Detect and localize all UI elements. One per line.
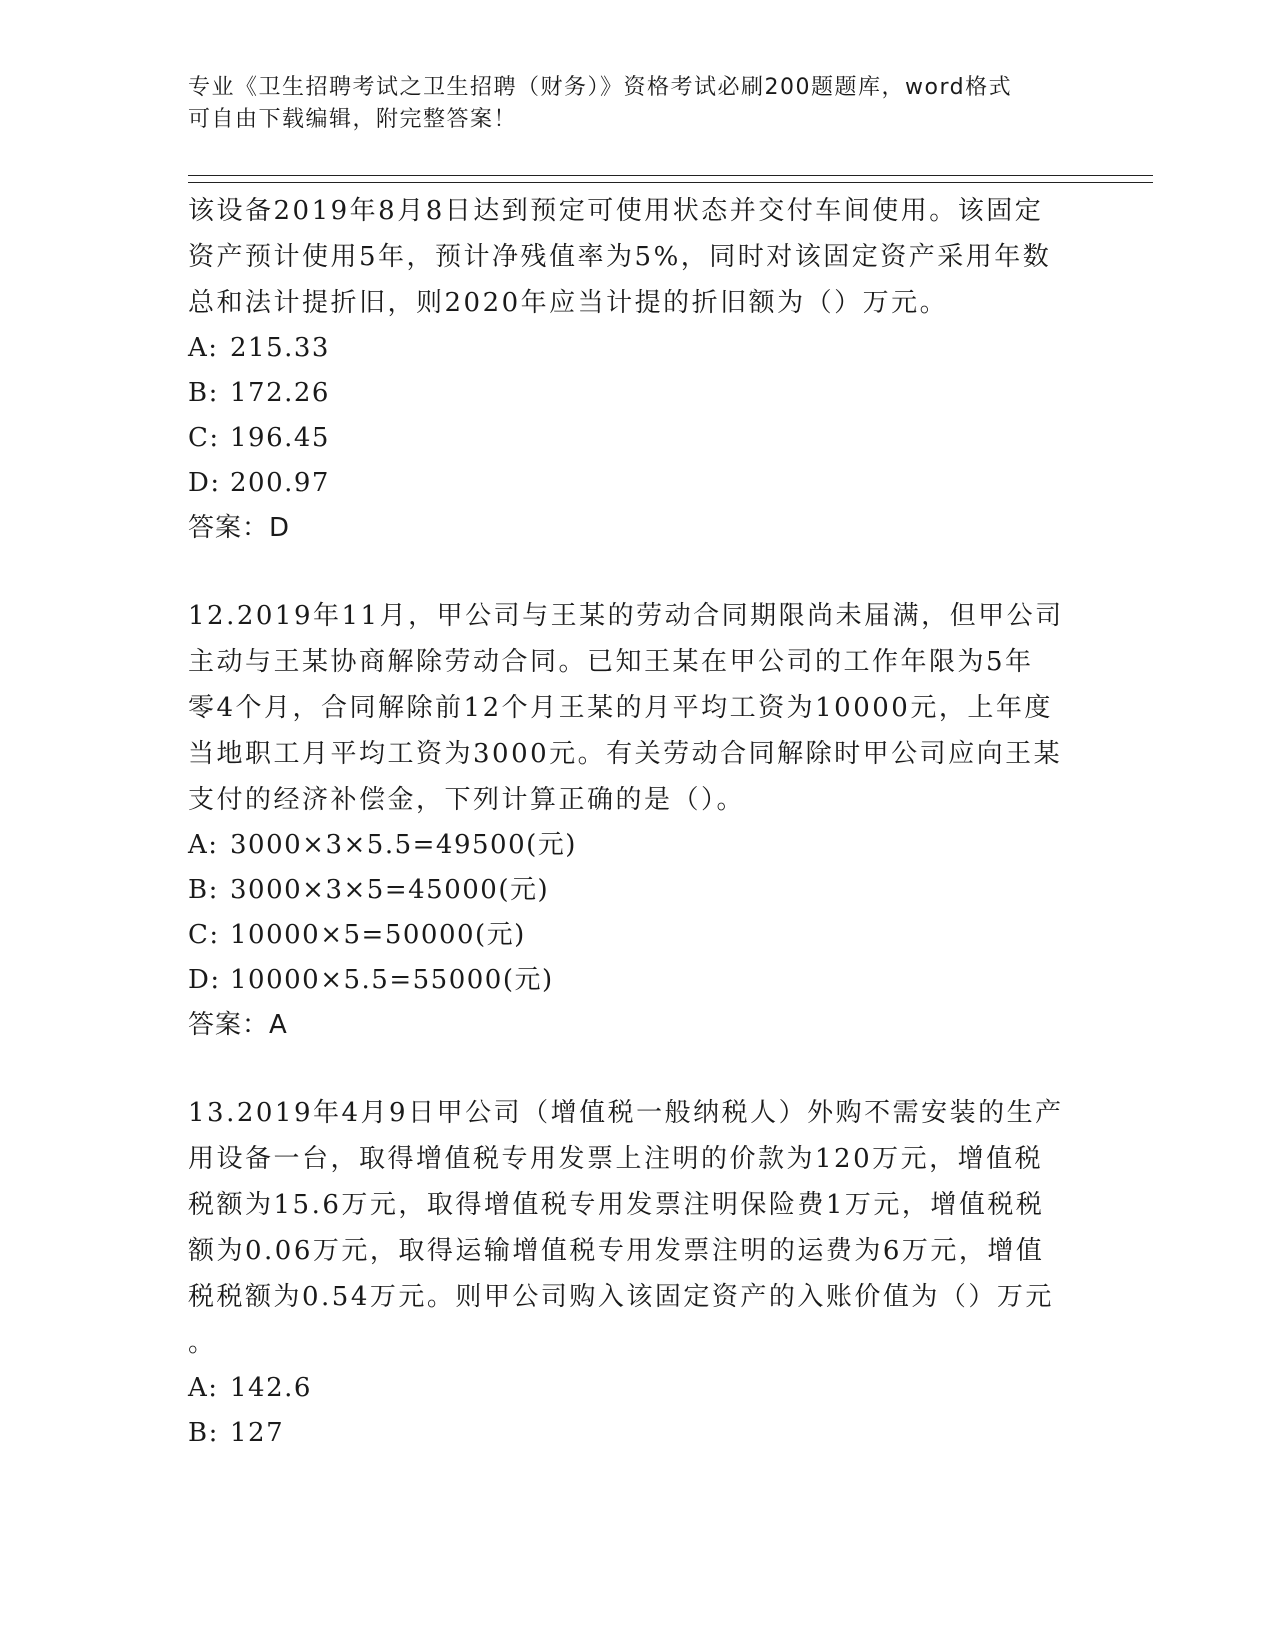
option-text: 10000×5=50000(元): [230, 920, 526, 950]
question-13-line-6: 。: [188, 1328, 217, 1358]
question-12-line-1: 12.2019年11月，甲公司与王某的劳动合同期限尚未届满，但甲公司: [188, 601, 1064, 631]
question-12-line-4: 当地职工月平均工资为3000元。有关劳动合同解除时甲公司应向王某: [188, 739, 1063, 769]
question-11-line-1: 该设备2019年8月8日达到预定可使用状态并交付车间使用。该固定: [188, 196, 1044, 226]
question-11-option-c: [188, 416, 1088, 461]
question-11-line-2: 资产预计使用5年，预计净残值率为5%，同时对该固定资产采用年数: [188, 242, 1052, 272]
option-label: A:: [188, 830, 219, 860]
question-12-answer: 答案：A: [188, 1010, 288, 1040]
question-12-line-2: 主动与王某协商解除劳动合同。已知王某在甲公司的工作年限为5年: [188, 647, 1034, 677]
option-label: B:: [188, 378, 219, 408]
option-label: B:: [188, 1418, 219, 1448]
header-divider-bottom: [188, 182, 1153, 183]
question-13-line-2: 用设备一台，取得增值税专用发票上注明的价款为120万元，增值税: [188, 1144, 1044, 1174]
option-label: A:: [188, 1373, 219, 1403]
question-11-answer: 答案：D: [188, 513, 291, 543]
option-label: D:: [188, 965, 221, 995]
question-13-line-3: 税额为15.6万元，取得增值税专用发票注明保险费1万元，增值税税: [188, 1190, 1045, 1220]
question-12-option-d: [188, 958, 1088, 1003]
document-header: [188, 72, 1088, 136]
question-11-option-d: [188, 461, 1088, 506]
header-divider-top: [188, 175, 1153, 176]
question-11-option-a: [188, 326, 1088, 371]
option-label: C:: [188, 920, 220, 950]
question-13-option-a: [188, 1366, 1088, 1411]
question-12-option-a: [188, 823, 1088, 868]
header-title-line-1: 专业《卫生招聘考试之卫生招聘（财务）》资格考试必刷200题题库，word格式: [188, 75, 1013, 100]
question-11-line-3: 总和法计提折旧，则2020年应当计提的折旧额为（）万元。: [188, 288, 949, 318]
question-content: [188, 188, 1088, 1456]
option-text: 200.97: [230, 468, 330, 498]
question-12-line-3: 零4个月，合同解除前12个月王某的月平均工资为10000元，上年度: [188, 693, 1053, 723]
question-13-line-1: 13.2019年4月9日甲公司（增值税一般纳税人）外购不需安装的生产: [188, 1098, 1064, 1128]
option-text: 172.26: [230, 378, 330, 408]
question-12-option-b: [188, 868, 1088, 913]
question-13-line-4: 额为0.06万元，取得运输增值税专用发票注明的运费为6万元，增值: [188, 1236, 1045, 1266]
option-label: C:: [188, 423, 220, 453]
header-title-line-2: 可自由下载编辑，附完整答案！: [188, 107, 518, 132]
option-text: 142.6: [230, 1373, 312, 1403]
spacer: [188, 551, 1088, 593]
option-text: 3000×3×5.5=49500(元): [230, 830, 577, 860]
question-12: [188, 593, 1088, 1048]
question-13: [188, 1090, 1088, 1456]
question-12-option-c: [188, 913, 1088, 958]
question-11: [188, 188, 1088, 551]
option-text: 196.45: [230, 423, 330, 453]
option-text: 10000×5.5=55000(元): [230, 965, 554, 995]
question-12-line-5: 支付的经济补偿金，下列计算正确的是（）。: [188, 785, 746, 815]
option-label: B:: [188, 875, 219, 905]
question-11-option-b: [188, 371, 1088, 416]
option-text: 127: [230, 1418, 285, 1448]
question-13-option-b: [188, 1411, 1088, 1456]
option-text: 3000×3×5=45000(元): [230, 875, 550, 905]
spacer: [188, 1048, 1088, 1090]
option-text: 215.33: [230, 333, 330, 363]
option-label: D:: [188, 468, 221, 498]
option-label: A:: [188, 333, 219, 363]
question-13-line-5: 税税额为0.54万元。则甲公司购入该固定资产的入账价值为（）万元: [188, 1282, 1054, 1312]
